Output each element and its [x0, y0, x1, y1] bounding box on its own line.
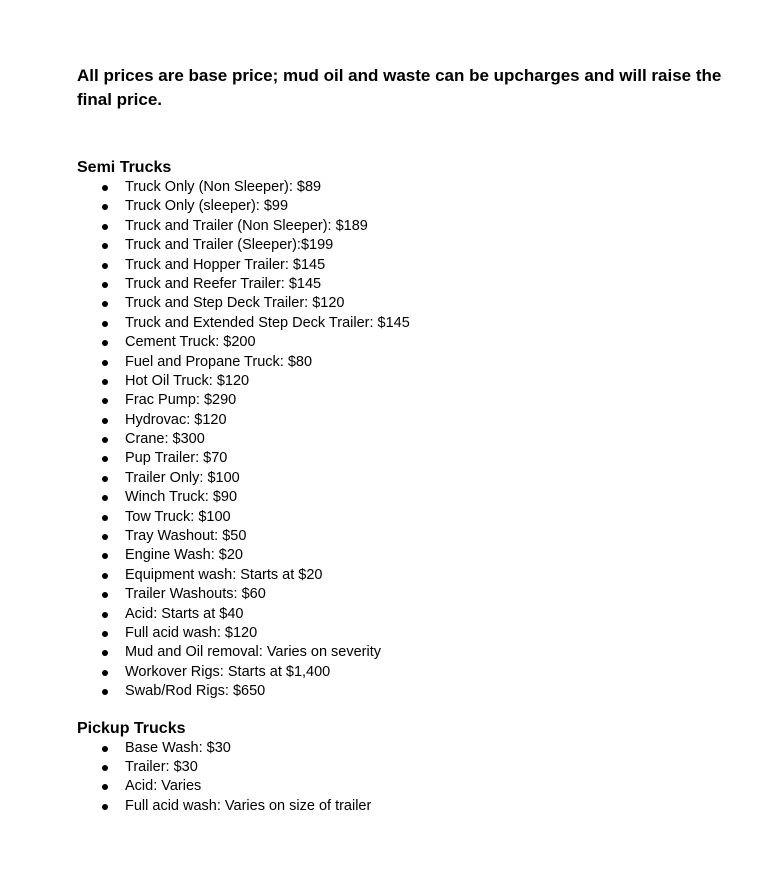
- list-item-text: Mud and Oil removal: Varies on severity: [125, 644, 382, 661]
- list-item-text: Cement Truck: $200: [125, 334, 256, 351]
- list-item: [77, 353, 757, 372]
- list-item-text: Truck Only (sleeper): $99: [125, 198, 289, 215]
- bullet-icon: [102, 282, 108, 288]
- list-item: [77, 333, 757, 352]
- bullet-icon: [102, 534, 108, 540]
- list-item: [77, 178, 757, 197]
- pricing-notice: All prices are base price; mud oil and waste can be upcharges and will raise the final price.: [77, 66, 722, 109]
- list-item: [77, 236, 757, 255]
- list-item-text: Swab/Rod Rigs: $650: [125, 683, 266, 700]
- list-item-text: Truck and Extended Step Deck Trailer: $145: [125, 314, 410, 331]
- bullet-icon: [102, 340, 108, 346]
- bullet-icon: [102, 360, 108, 366]
- list-item: [77, 527, 757, 546]
- list-item: [77, 758, 757, 777]
- bullet-icon: [102, 437, 108, 443]
- list-item: [77, 797, 757, 816]
- list-item-text: Hot Oil Truck: $120: [125, 372, 250, 389]
- bullet-icon: [102, 418, 108, 424]
- bullet-icon: [102, 398, 108, 404]
- list-item: [77, 372, 757, 391]
- bullet-icon: [102, 631, 108, 637]
- bullet-icon: [102, 592, 108, 598]
- list-item: [77, 411, 757, 430]
- pickup-trucks-heading: Pickup Trucks: [77, 719, 186, 737]
- list-item: [77, 256, 757, 275]
- list-item-text: Tray Washout: $50: [125, 528, 247, 545]
- list-item-text: Truck and Reefer Trailer: $145: [125, 275, 322, 292]
- list-item-text: Fuel and Propane Truck: $80: [125, 353, 313, 370]
- bullet-icon: [102, 204, 108, 210]
- list-item: [77, 605, 757, 624]
- list-item: [77, 275, 757, 294]
- bullet-icon: [102, 612, 108, 618]
- bullet-icon: [102, 746, 108, 752]
- list-item-text: Equipment wash: Starts at $20: [125, 566, 323, 583]
- bullet-icon: [102, 224, 108, 230]
- list-item: [77, 624, 757, 643]
- list-item-text: Hydrovac: $120: [125, 411, 227, 428]
- bullet-icon: [102, 185, 108, 191]
- bullet-icon: [102, 670, 108, 676]
- pickup-trucks-price-list: [77, 739, 757, 817]
- list-item: [77, 294, 757, 313]
- list-item: [77, 508, 757, 527]
- list-item-text: Truck and Trailer (Sleeper):$199: [125, 237, 334, 254]
- bullet-icon: [102, 553, 108, 559]
- bullet-icon: [102, 573, 108, 579]
- bullet-icon: [102, 263, 108, 269]
- bullet-icon: [102, 689, 108, 695]
- price-document: [77, 64, 757, 816]
- list-item-text: Full acid wash: $120: [125, 624, 258, 641]
- list-item: [77, 739, 757, 758]
- list-item: [77, 314, 757, 333]
- list-item-text: Truck and Step Deck Trailer: $120: [125, 295, 345, 312]
- list-item-text: Pup Trailer: $70: [125, 450, 228, 467]
- bullet-icon: [102, 804, 108, 810]
- list-item-text: Winch Truck: $90: [125, 489, 238, 506]
- bullet-icon: [102, 379, 108, 385]
- semi-trucks-price-list: [77, 178, 757, 702]
- list-item: [77, 430, 757, 449]
- list-item: [77, 643, 757, 662]
- bullet-icon: [102, 515, 108, 521]
- list-item: [77, 449, 757, 468]
- list-item: [77, 663, 757, 682]
- list-item-text: Frac Pump: $290: [125, 392, 237, 409]
- list-item: [77, 777, 757, 796]
- list-item-text: Acid: Starts at $40: [125, 605, 244, 622]
- bullet-icon: [102, 321, 108, 327]
- list-item: [77, 585, 757, 604]
- list-item-text: Acid: Varies: [125, 778, 202, 795]
- bullet-icon: [102, 765, 108, 771]
- list-item: [77, 682, 757, 701]
- semi-trucks-heading: Semi Trucks: [77, 159, 172, 176]
- list-item: [77, 546, 757, 565]
- list-item: [77, 469, 757, 488]
- list-item-text: Trailer: $30: [125, 758, 198, 775]
- list-item-text: Truck and Hopper Trailer: $145: [125, 256, 326, 273]
- list-item: [77, 488, 757, 507]
- bullet-icon: [102, 650, 108, 656]
- bullet-icon: [102, 243, 108, 249]
- list-item-text: Tow Truck: $100: [125, 508, 231, 525]
- list-item-text: Trailer Washouts: $60: [125, 586, 266, 603]
- bullet-icon: [102, 784, 108, 790]
- bullet-icon: [102, 301, 108, 307]
- list-item-text: Trailer Only: $100: [125, 469, 240, 486]
- list-item-text: Workover Rigs: Starts at $1,400: [125, 663, 331, 680]
- list-item-text: Base Wash: $30: [125, 739, 231, 756]
- list-item-text: Truck and Trailer (Non Sleeper): $189: [125, 217, 368, 234]
- list-item-text: Truck Only (Non Sleeper): $89: [125, 179, 322, 195]
- list-item: [77, 197, 757, 216]
- list-item: [77, 217, 757, 236]
- bullet-icon: [102, 495, 108, 501]
- bullet-icon: [102, 456, 108, 462]
- list-item-text: Engine Wash: $20: [125, 547, 243, 564]
- bullet-icon: [102, 476, 108, 482]
- list-item: [77, 391, 757, 410]
- list-item-text: Crane: $300: [125, 431, 205, 448]
- list-item-text: Full acid wash: Varies on size of trailer: [125, 797, 372, 814]
- list-item: [77, 566, 757, 585]
